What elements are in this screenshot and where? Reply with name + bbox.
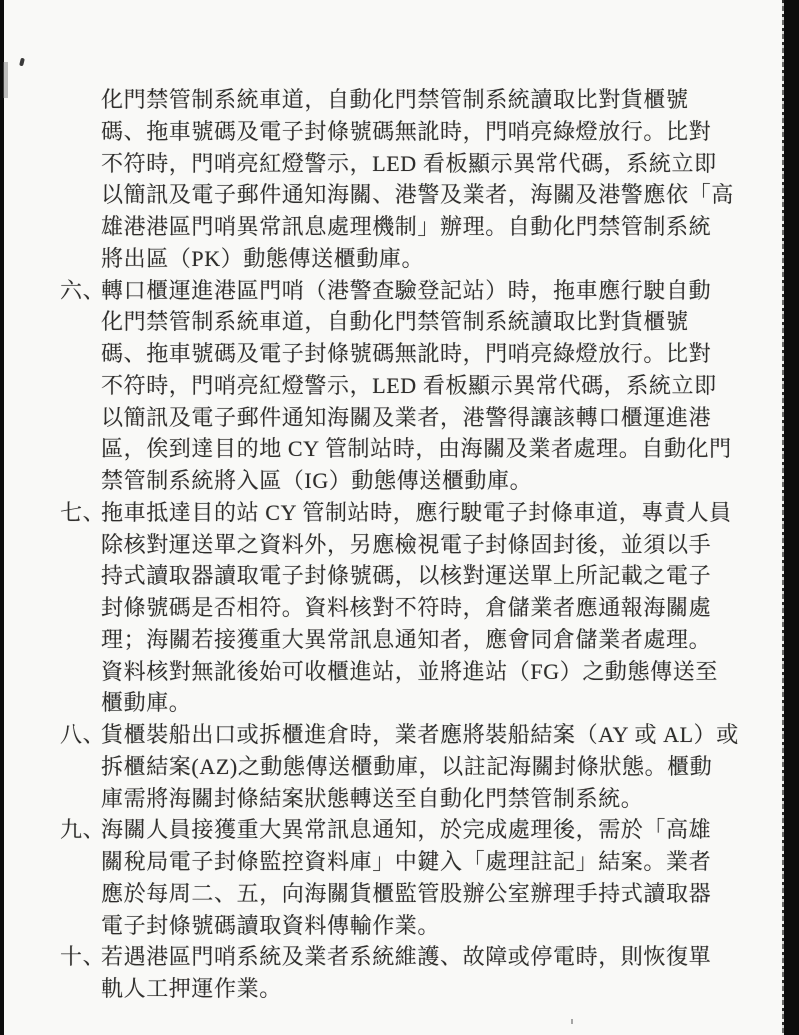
text-line: 不符時，門哨亮紅燈警示，LED 看板顯示異常代碼，系統立即: [101, 150, 717, 176]
numbered-item: [60, 941, 761, 1005]
text-line: 櫃動庫。: [101, 690, 192, 716]
text-line: 海關人員接獲重大異常訊息通知，於完成處理後，需於「高雄: [101, 817, 712, 843]
scan-speck: [571, 1019, 573, 1024]
continuation-paragraph: [101, 84, 761, 275]
item-number: 九、: [60, 817, 106, 843]
item-number: 八、: [60, 722, 106, 747]
text-line: 化門禁管制系統車道，自動化門禁管制系統讀取比對貨櫃號: [101, 309, 689, 335]
numbered-item: [60, 814, 761, 941]
item-number: 六、: [60, 277, 106, 303]
text-line: 應於每周二、五，向海關貨櫃監管股辦公室辦理手持式讀取器: [101, 880, 712, 906]
text-line: 禁管制系統將入區（IG）動態傳送櫃動庫。: [101, 468, 533, 493]
text-line: 雄港港區門哨異常訊息處理機制」辦理。自動化門禁管制系統: [101, 214, 712, 239]
text-line: 以簡訊及電子郵件通知海關及業者，港警得讓該轉口櫃運進港: [101, 404, 712, 430]
text-line: 電子封條號碼讀取資料傳輸作業。: [101, 912, 441, 938]
text-line: 將出區（PK）動態傳送櫃動庫。: [101, 245, 425, 271]
text-line: 庫需將海關封條結案狀態轉送至自動化門禁管制系統。: [101, 785, 644, 811]
scan-smudge: [3, 62, 8, 98]
text-line: 區，俟到達目的地 CY 管制站時，由海關及業者處理。自動化門: [101, 436, 732, 462]
text-line: 拖車抵達目的站 CY 管制站時，應行駛電子封條車道，專責人員: [101, 499, 732, 525]
scan-speck: [19, 58, 25, 67]
numbered-item: [60, 275, 761, 497]
text-line: 除核對運送單之資料外，另應檢視電子封條固封後，並須以手: [101, 531, 712, 557]
text-line: 以簡訊及電子郵件通知海關、港警及業者，海關及港警應依「高: [101, 182, 734, 208]
scan-edge-right: [784, 0, 799, 1035]
item-number: 七、: [60, 499, 106, 525]
text-line: 貨櫃裝船出口或拆櫃進倉時，業者應將裝船結案（AY 或 AL）或: [101, 722, 739, 747]
text-line: 若遇港區門哨系統及業者系統維護、故障或停電時，則恢復單: [101, 944, 712, 970]
text-line: 封條號碼是否相符。資料核對不符時，倉儲業者應通報海關處: [101, 595, 712, 620]
text-line: 不符時，門哨亮紅燈警示，LED 看板顯示異常代碼，系統立即: [101, 372, 717, 398]
scan-edge-left: [0, 0, 4, 1035]
text-line: 持式讀取器讀取電子封條號碼，以核對運送單上所記載之電子: [101, 563, 712, 589]
text-line: 轉口櫃運進港區門哨（港警查驗登記站）時，拖車應行駛自動: [101, 277, 712, 303]
text-line: 軌人工押運作業。: [101, 976, 282, 1001]
text-line: 拆櫃結案(AZ)之動態傳送櫃動庫，以註記海關封條狀態。櫃動: [101, 753, 713, 779]
text-line: 理；海關若接獲重大異常訊息通知者，應會同倉儲業者處理。: [101, 626, 712, 652]
text-line: 碼、拖車號碼及電子封條號碼無訛時，門哨亮綠燈放行。比對: [101, 341, 712, 366]
text-line: 資料核對無訛後始可收櫃進站，並將進站（FG）之動態傳送至: [101, 658, 718, 684]
document-body: [60, 84, 761, 1005]
text-line: 化門禁管制系統車道，自動化門禁管制系統讀取比對貨櫃號: [101, 87, 689, 112]
numbered-item: [60, 719, 761, 814]
text-line: 關稅局電子封條監控資料庫」中鍵入「處理註記」結案。業者: [101, 849, 712, 874]
numbered-item: [60, 497, 761, 719]
item-number: 十、: [60, 944, 106, 970]
text-line: 碼、拖車號碼及電子封條號碼無訛時，門哨亮綠燈放行。比對: [101, 118, 712, 144]
